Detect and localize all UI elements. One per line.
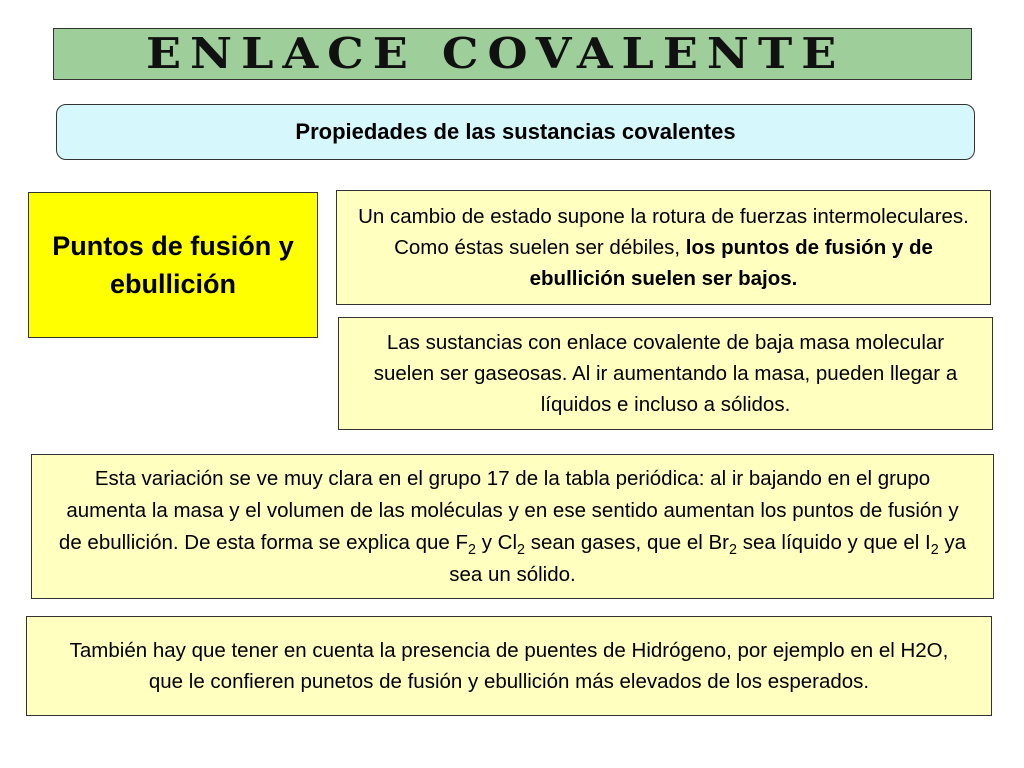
title-bar xyxy=(53,28,972,80)
info-box-intermolecular-text xyxy=(357,201,970,294)
info-text: y Cl xyxy=(481,530,518,554)
info-text: También hay que tener en cuenta la presencia de puentes de Hidrógeno, por ejemplo en el H2O, que le confieren punetos de fusión y ebullición más elevados de los esperados. xyxy=(69,639,949,693)
info-text: Las sustancias con enlace covalente de baja masa molecular suelen ser gaseosas. Al ir aumentando la masa, pueden llegar a líquidos e incluso a sólidos. xyxy=(373,331,958,416)
info-text: ya sea un sólido. xyxy=(449,530,967,586)
subscript: 2 xyxy=(930,541,939,558)
info-text: Esta variación se ve muy clara en el grupo 17 de la tabla periódica: al ir bajando en el grupo aumenta la masa y el volumen de las moléculas y en ese sentido aumentan los puntos de fusión y de ebullición. De esta forma se explica que F xyxy=(58,466,959,554)
info-text: Un cambio de estado supone la rotura de fuerzas intermoleculares. Como éstas suelen ser débiles, xyxy=(358,205,969,259)
subtitle-bar xyxy=(56,104,975,160)
subtitle: Propiedades de las sustancias covalentes xyxy=(295,119,736,144)
subscript: 2 xyxy=(468,541,476,558)
subscript: 2 xyxy=(729,541,737,558)
info-box-molecular-mass xyxy=(338,317,993,430)
info-text: sea líquido y que el I xyxy=(742,530,931,554)
info-box-hydrogen-bonds xyxy=(26,616,992,716)
info-text-bold: los puntos de fusión y de ebullición suelen ser bajos. xyxy=(529,236,933,290)
topic-box xyxy=(28,192,318,338)
info-box-group-17-text xyxy=(54,463,971,591)
info-box-group-17 xyxy=(31,454,994,599)
topic-label: Puntos de fusión y ebullición xyxy=(52,231,294,299)
info-text: sean gases, que el Br xyxy=(530,530,729,554)
info-box-intermolecular xyxy=(336,190,991,305)
page-title: ENLACE COVALENTE xyxy=(146,28,846,79)
subscript: 2 xyxy=(517,541,525,558)
